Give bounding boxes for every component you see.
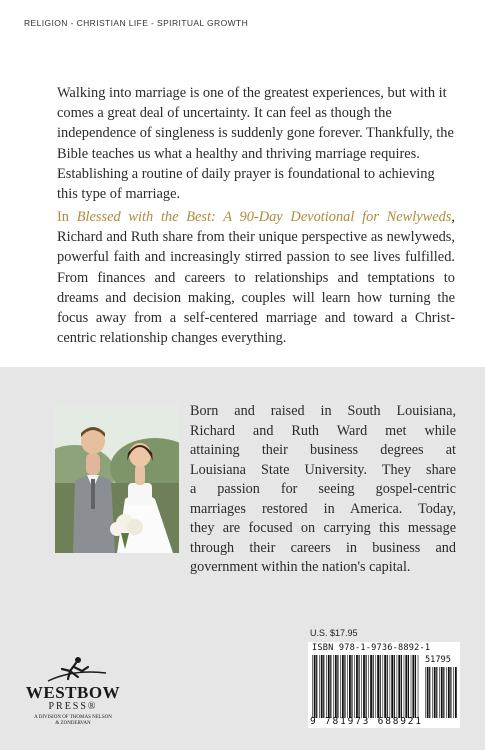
couple-photo-illustration xyxy=(55,403,179,553)
barcode-bar xyxy=(326,655,327,718)
barcode-bar xyxy=(375,655,376,718)
barcode-bar xyxy=(314,655,316,718)
runner-icon xyxy=(18,655,128,685)
book-title: Blessed with the Best: A 90-Day Devotional for Newlyweds xyxy=(76,209,452,225)
barcode-bar xyxy=(361,655,362,718)
barcode-bar xyxy=(401,655,402,718)
barcode-bar xyxy=(397,655,398,718)
barcode-bar xyxy=(347,655,348,718)
isbn-text: ISBN 978-1-9736-8892-1 xyxy=(312,643,431,653)
bio-line: marriages restored in America. Today, xyxy=(190,500,456,517)
barcode-bar xyxy=(455,667,457,718)
barcode-bar xyxy=(377,655,379,718)
barcode-bar xyxy=(321,655,323,718)
barcode-bar xyxy=(316,655,317,718)
barcode-bar xyxy=(441,667,443,718)
barcode-bar xyxy=(436,667,437,718)
barcode-bar xyxy=(368,655,369,718)
barcode-bar xyxy=(373,655,374,718)
category-label: RELIGION - CHRISTIAN LIFE - SPIRITUAL GROWTH xyxy=(24,18,249,28)
barcode-bar xyxy=(411,655,412,718)
barcode-bar xyxy=(340,655,341,718)
barcode-bar xyxy=(342,655,344,718)
intro-paragraph-1: Walking into marriage is one of the greatest experiences, but with it comes a great deal of uncertainty. It can feel as though the independence of singleness is suddenly gone forever. Thankfully, the Bible teaches us what a healthy and thriving marriage requires. Establishing a routine of daily prayer is foundational to achieving this type of marriage. xyxy=(57,85,454,203)
barcode-bar xyxy=(380,655,381,718)
bio-line: Richard and Ruth Ward met while xyxy=(190,422,456,439)
barcode-bar xyxy=(319,655,320,718)
barcode-addon-text: 51795 xyxy=(425,655,451,665)
publisher-press: PRESS® xyxy=(48,701,98,712)
publisher-division-line1: A DIVISION OF THOMAS NELSON xyxy=(34,715,112,720)
intro-in-word: In xyxy=(57,209,69,225)
bio-line: Louisiana State University. They share xyxy=(190,461,456,478)
barcode-bar xyxy=(358,655,359,718)
barcode-bar xyxy=(370,655,372,718)
author-photo xyxy=(55,403,179,553)
intro-paragraph-2 xyxy=(57,207,455,348)
barcode-bar xyxy=(412,655,414,718)
intro-paragraph-2-body: , Richard and Ruth share from their unique perspective as newlyweds, powerful faith and increasingly stirred passion to see lives fulfilled. From finances and careers to relationships and temptations to dreams and decision making, couples will learn how turning the focus away from a self-centered marriage and toward a Christ-centric relationship changes everything. xyxy=(57,209,455,347)
barcode-bar xyxy=(333,655,334,718)
publisher-division-line2: & ZONDERVAN xyxy=(55,721,91,726)
barcode-bar xyxy=(383,655,384,718)
barcode-bar xyxy=(356,655,358,718)
barcode-bar xyxy=(390,655,391,718)
barcode-bar xyxy=(408,655,409,718)
barcode-bar xyxy=(439,667,440,718)
barcode-bar xyxy=(429,667,430,718)
barcode-bar xyxy=(398,655,400,718)
barcode-bar xyxy=(448,667,450,718)
barcode-bar xyxy=(351,655,352,718)
barcode-bar xyxy=(335,655,337,718)
publisher-division xyxy=(20,715,126,727)
barcode-bar xyxy=(434,667,436,718)
barcode-bars xyxy=(312,655,420,718)
barcode-bar xyxy=(432,667,433,718)
barcode-bar xyxy=(443,667,444,718)
barcode-bar xyxy=(384,655,386,718)
ean-digits: 9 781973 688921 xyxy=(310,716,423,727)
price-label: U.S. $17.95 xyxy=(310,628,358,638)
barcode-bar xyxy=(328,655,330,718)
barcode-bar xyxy=(344,655,345,718)
barcode-addon-bars xyxy=(425,667,457,718)
bio-line: a passion for seeing gospel-centric xyxy=(190,481,456,497)
barcode-bar xyxy=(427,667,429,718)
barcode-bar xyxy=(391,655,393,718)
barcode-bar xyxy=(404,655,405,718)
barcode-bar xyxy=(363,655,365,718)
barcode-bar xyxy=(418,655,419,718)
barcode-bar xyxy=(387,655,388,718)
bio-line: Born and raised in South Louisiana, xyxy=(190,403,456,419)
barcode-bar xyxy=(453,667,454,718)
barcode-bar xyxy=(323,655,324,718)
publisher-name: WESTBOW xyxy=(25,683,121,702)
barcode-bar xyxy=(394,655,395,718)
barcode-bar xyxy=(415,655,416,718)
barcode-bar xyxy=(349,655,351,718)
bio-line: they are focused on carrying this message xyxy=(190,520,456,536)
barcode-bar xyxy=(450,667,451,718)
bio-line: government within the nation's capital. xyxy=(190,559,411,575)
publisher-logo xyxy=(18,655,128,740)
barcode-bar xyxy=(312,655,313,718)
barcode-bar xyxy=(354,655,355,718)
barcode-bar xyxy=(337,655,338,718)
bio-line: through their careers in business and xyxy=(190,539,456,556)
bio-line: attaining their business degrees at xyxy=(190,442,456,458)
author-bio xyxy=(190,402,456,578)
barcode-bar xyxy=(330,655,331,718)
barcode-bar xyxy=(366,655,367,718)
barcode-bar xyxy=(405,655,407,718)
barcode-bar xyxy=(446,667,447,718)
barcode-bar xyxy=(425,667,426,718)
